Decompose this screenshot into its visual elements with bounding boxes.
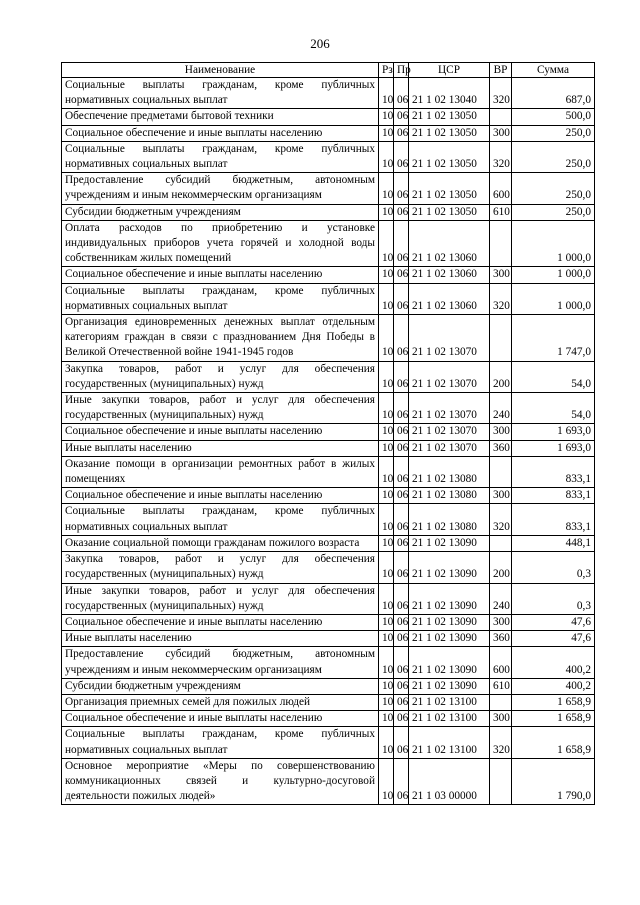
- cell-section: 10: [379, 504, 394, 535]
- cell-amount: 500,0: [512, 109, 595, 125]
- cell-expense-type: 200: [490, 361, 512, 392]
- cell-expense-type: [490, 456, 512, 487]
- table-row: [62, 204, 595, 220]
- cell-amount: 400,2: [512, 647, 595, 678]
- cell-target-article: 21 1 02 13050: [409, 109, 490, 125]
- cell-amount: 250,0: [512, 204, 595, 220]
- table-row: [62, 758, 595, 805]
- cell-subsection: 06: [394, 220, 409, 267]
- cell-section: 10: [379, 440, 394, 456]
- cell-name: Социальные выплаты гражданам, кроме публичных нормативных социальных выплат: [62, 78, 379, 109]
- cell-name: Иные выплаты населению: [62, 631, 379, 647]
- cell-target-article: 21 1 02 13090: [409, 678, 490, 694]
- header-sum: Сумма: [512, 63, 595, 78]
- cell-subsection: 06: [394, 552, 409, 583]
- cell-target-article: 21 1 02 13050: [409, 204, 490, 220]
- cell-subsection: 06: [394, 173, 409, 204]
- cell-expense-type: 610: [490, 678, 512, 694]
- cell-subsection: 06: [394, 631, 409, 647]
- table-row: [62, 535, 595, 551]
- cell-expense-type: 300: [490, 614, 512, 630]
- table-row: [62, 711, 595, 727]
- cell-name: Оказание социальной помощи гражданам пожилого возраста: [62, 535, 379, 551]
- cell-expense-type: 240: [490, 393, 512, 424]
- cell-amount: 687,0: [512, 78, 595, 109]
- cell-target-article: 21 1 02 13090: [409, 614, 490, 630]
- cell-amount: 833,1: [512, 456, 595, 487]
- cell-subsection: 06: [394, 283, 409, 314]
- cell-target-article: 21 1 02 13050: [409, 173, 490, 204]
- cell-target-article: 21 1 02 13090: [409, 631, 490, 647]
- cell-subsection: 06: [394, 504, 409, 535]
- cell-subsection: 06: [394, 440, 409, 456]
- cell-subsection: 06: [394, 78, 409, 109]
- cell-section: 10: [379, 204, 394, 220]
- cell-expense-type: 320: [490, 504, 512, 535]
- table-row: [62, 267, 595, 283]
- cell-target-article: 21 1 02 13070: [409, 424, 490, 440]
- cell-target-article: 21 1 02 13050: [409, 125, 490, 141]
- cell-expense-type: 300: [490, 125, 512, 141]
- cell-section: 10: [379, 361, 394, 392]
- cell-amount: 448,1: [512, 535, 595, 551]
- cell-subsection: 06: [394, 125, 409, 141]
- cell-name: Социальные выплаты гражданам, кроме публичных нормативных социальных выплат: [62, 727, 379, 758]
- cell-expense-type: 200: [490, 552, 512, 583]
- cell-amount: 1 693,0: [512, 440, 595, 456]
- cell-name: Социальное обеспечение и иные выплаты населению: [62, 614, 379, 630]
- cell-expense-type: [490, 758, 512, 805]
- cell-section: 10: [379, 727, 394, 758]
- cell-subsection: 06: [394, 456, 409, 487]
- cell-target-article: 21 1 02 13080: [409, 488, 490, 504]
- cell-expense-type: 320: [490, 283, 512, 314]
- cell-target-article: 21 1 02 13060: [409, 283, 490, 314]
- cell-subsection: 06: [394, 758, 409, 805]
- header-name: Наименование: [62, 63, 379, 78]
- cell-amount: 1 658,9: [512, 694, 595, 710]
- cell-target-article: 21 1 02 13070: [409, 361, 490, 392]
- cell-section: 10: [379, 393, 394, 424]
- header-pr: Пр: [394, 63, 409, 78]
- cell-name: Основное мероприятие «Меры по совершенствованию коммуникационных связей и культурно-досуговой деятельности пожилых людей»: [62, 758, 379, 805]
- cell-target-article: 21 1 02 13060: [409, 220, 490, 267]
- cell-target-article: 21 1 02 13090: [409, 647, 490, 678]
- cell-expense-type: 320: [490, 141, 512, 172]
- cell-subsection: 06: [394, 678, 409, 694]
- cell-amount: 250,0: [512, 173, 595, 204]
- cell-section: 10: [379, 78, 394, 109]
- cell-name: Оказание помощи в организации ремонтных работ в жилых помещениях: [62, 456, 379, 487]
- cell-amount: 0,3: [512, 583, 595, 614]
- cell-expense-type: 610: [490, 204, 512, 220]
- cell-name: Социальное обеспечение и иные выплаты населению: [62, 125, 379, 141]
- table-row: [62, 552, 595, 583]
- cell-target-article: 21 1 02 13050: [409, 141, 490, 172]
- table-header-row: [62, 63, 595, 78]
- table-row: [62, 173, 595, 204]
- cell-target-article: 21 1 02 13090: [409, 583, 490, 614]
- cell-amount: 250,0: [512, 141, 595, 172]
- header-vr: ВР: [490, 63, 512, 78]
- table-row: [62, 678, 595, 694]
- cell-amount: 250,0: [512, 125, 595, 141]
- table-row: [62, 220, 595, 267]
- cell-name: Социальные выплаты гражданам, кроме публичных нормативных социальных выплат: [62, 504, 379, 535]
- table-body: [62, 78, 595, 805]
- cell-subsection: 06: [394, 315, 409, 362]
- cell-target-article: 21 1 02 13090: [409, 535, 490, 551]
- cell-subsection: 06: [394, 361, 409, 392]
- cell-name: Социальные выплаты гражданам, кроме публичных нормативных социальных выплат: [62, 141, 379, 172]
- cell-expense-type: 320: [490, 727, 512, 758]
- table-row: [62, 583, 595, 614]
- cell-section: 10: [379, 456, 394, 487]
- cell-amount: 54,0: [512, 393, 595, 424]
- cell-name: Социальные выплаты гражданам, кроме публичных нормативных социальных выплат: [62, 283, 379, 314]
- cell-section: 10: [379, 220, 394, 267]
- cell-name: Субсидии бюджетным учреждениям: [62, 204, 379, 220]
- cell-name: Социальное обеспечение и иные выплаты населению: [62, 267, 379, 283]
- cell-expense-type: 320: [490, 78, 512, 109]
- cell-subsection: 06: [394, 204, 409, 220]
- cell-amount: 47,6: [512, 614, 595, 630]
- cell-expense-type: 360: [490, 440, 512, 456]
- cell-amount: 0,3: [512, 552, 595, 583]
- cell-section: 10: [379, 315, 394, 362]
- table-row: [62, 125, 595, 141]
- cell-subsection: 06: [394, 424, 409, 440]
- cell-name: Предоставление субсидий бюджетным, автономным учреждениям и иным некоммерческим организациям: [62, 173, 379, 204]
- cell-expense-type: 300: [490, 488, 512, 504]
- cell-expense-type: [490, 220, 512, 267]
- table-row: [62, 361, 595, 392]
- table-row: [62, 631, 595, 647]
- page-number: 206: [310, 36, 330, 51]
- cell-expense-type: 600: [490, 173, 512, 204]
- cell-target-article: 21 1 02 13100: [409, 727, 490, 758]
- cell-name: Социальное обеспечение и иные выплаты населению: [62, 488, 379, 504]
- cell-expense-type: 240: [490, 583, 512, 614]
- budget-table: [61, 62, 595, 805]
- cell-amount: 400,2: [512, 678, 595, 694]
- cell-section: 10: [379, 583, 394, 614]
- table-row: [62, 440, 595, 456]
- cell-name: Организация приемных семей для пожилых людей: [62, 694, 379, 710]
- cell-target-article: 21 1 02 13070: [409, 440, 490, 456]
- table-row: [62, 393, 595, 424]
- cell-section: 10: [379, 267, 394, 283]
- cell-target-article: 21 1 02 13080: [409, 456, 490, 487]
- cell-amount: 1 000,0: [512, 220, 595, 267]
- cell-section: 10: [379, 678, 394, 694]
- cell-subsection: 06: [394, 141, 409, 172]
- cell-name: Закупка товаров, работ и услуг для обеспечения государственных (муниципальных) нужд: [62, 552, 379, 583]
- cell-subsection: 06: [394, 614, 409, 630]
- cell-section: 10: [379, 535, 394, 551]
- cell-target-article: 21 1 02 13040: [409, 78, 490, 109]
- cell-section: 10: [379, 694, 394, 710]
- cell-section: 10: [379, 552, 394, 583]
- cell-amount: 833,1: [512, 488, 595, 504]
- cell-target-article: 21 1 02 13060: [409, 267, 490, 283]
- table-row: [62, 283, 595, 314]
- header-csr: ЦСР: [409, 63, 490, 78]
- table-row: [62, 504, 595, 535]
- cell-target-article: 21 1 03 00000: [409, 758, 490, 805]
- cell-expense-type: [490, 109, 512, 125]
- cell-amount: 1 658,9: [512, 727, 595, 758]
- cell-section: 10: [379, 109, 394, 125]
- cell-name: Субсидии бюджетным учреждениям: [62, 678, 379, 694]
- cell-name: Иные закупки товаров, работ и услуг для обеспечения государственных (муниципальных) нужд: [62, 583, 379, 614]
- cell-section: 10: [379, 283, 394, 314]
- cell-subsection: 06: [394, 267, 409, 283]
- cell-expense-type: [490, 694, 512, 710]
- cell-amount: 1 747,0: [512, 315, 595, 362]
- table-row: [62, 727, 595, 758]
- cell-subsection: 06: [394, 711, 409, 727]
- cell-name: Оплата расходов по приобретению и установке индивидуальных приборов учета горячей и холодной воды собственникам жилых помещений: [62, 220, 379, 267]
- cell-section: 10: [379, 711, 394, 727]
- cell-amount: 1 693,0: [512, 424, 595, 440]
- table-row: [62, 315, 595, 362]
- cell-section: 10: [379, 424, 394, 440]
- cell-expense-type: 300: [490, 267, 512, 283]
- cell-subsection: 06: [394, 109, 409, 125]
- cell-amount: 54,0: [512, 361, 595, 392]
- table-row: [62, 694, 595, 710]
- cell-name: Иные выплаты населению: [62, 440, 379, 456]
- cell-target-article: 21 1 02 13070: [409, 315, 490, 362]
- cell-section: 10: [379, 758, 394, 805]
- header-rz: Рз: [379, 63, 394, 78]
- cell-section: 10: [379, 125, 394, 141]
- table-row: [62, 488, 595, 504]
- cell-section: 10: [379, 631, 394, 647]
- table-row: [62, 424, 595, 440]
- cell-subsection: 06: [394, 393, 409, 424]
- cell-section: 10: [379, 488, 394, 504]
- table-row: [62, 456, 595, 487]
- cell-name: Социальное обеспечение и иные выплаты населению: [62, 424, 379, 440]
- cell-amount: 1 790,0: [512, 758, 595, 805]
- cell-target-article: 21 1 02 13080: [409, 504, 490, 535]
- cell-subsection: 06: [394, 727, 409, 758]
- cell-subsection: 06: [394, 694, 409, 710]
- cell-name: Обеспечение предметами бытовой техники: [62, 109, 379, 125]
- table-row: [62, 647, 595, 678]
- cell-subsection: 06: [394, 535, 409, 551]
- cell-amount: 47,6: [512, 631, 595, 647]
- cell-name: Организация единовременных денежных выплат отдельным категориям граждан в связи с празднованием Дня Победы в Великой Отечественной войне 1941-1945 годов: [62, 315, 379, 362]
- cell-expense-type: 360: [490, 631, 512, 647]
- table-row: [62, 109, 595, 125]
- cell-amount: 833,1: [512, 504, 595, 535]
- cell-section: 10: [379, 647, 394, 678]
- cell-expense-type: 600: [490, 647, 512, 678]
- cell-section: 10: [379, 173, 394, 204]
- cell-target-article: 21 1 02 13070: [409, 393, 490, 424]
- cell-target-article: 21 1 02 13090: [409, 552, 490, 583]
- cell-section: 10: [379, 141, 394, 172]
- table-row: [62, 78, 595, 109]
- cell-name: Закупка товаров, работ и услуг для обеспечения государственных (муниципальных) нужд: [62, 361, 379, 392]
- cell-amount: 1 658,9: [512, 711, 595, 727]
- cell-name: Предоставление субсидий бюджетным, автономным учреждениям и иным некоммерческим организациям: [62, 647, 379, 678]
- cell-amount: 1 000,0: [512, 267, 595, 283]
- cell-subsection: 06: [394, 647, 409, 678]
- cell-name: Социальное обеспечение и иные выплаты населению: [62, 711, 379, 727]
- cell-subsection: 06: [394, 488, 409, 504]
- cell-amount: 1 000,0: [512, 283, 595, 314]
- cell-subsection: 06: [394, 583, 409, 614]
- table-row: [62, 141, 595, 172]
- cell-expense-type: 300: [490, 424, 512, 440]
- cell-target-article: 21 1 02 13100: [409, 694, 490, 710]
- cell-expense-type: 300: [490, 711, 512, 727]
- cell-name: Иные закупки товаров, работ и услуг для обеспечения государственных (муниципальных) нужд: [62, 393, 379, 424]
- cell-expense-type: [490, 535, 512, 551]
- cell-target-article: 21 1 02 13100: [409, 711, 490, 727]
- table-row: [62, 614, 595, 630]
- cell-section: 10: [379, 614, 394, 630]
- cell-expense-type: [490, 315, 512, 362]
